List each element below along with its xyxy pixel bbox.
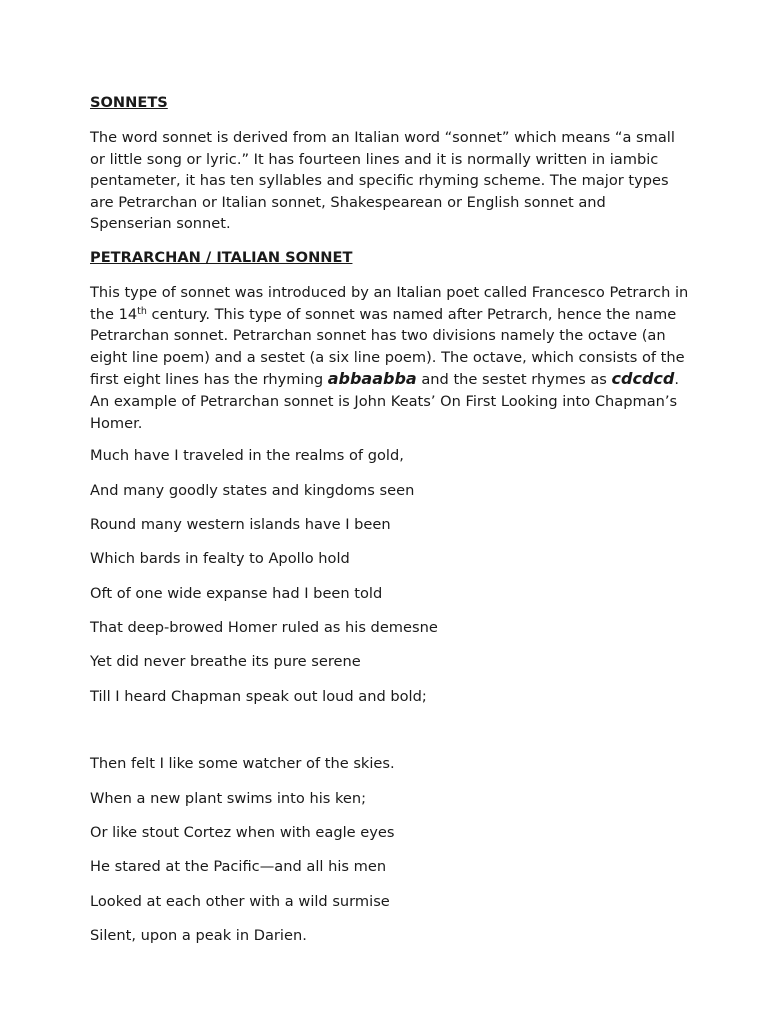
poem-line: Then felt I like some watcher of the skies.	[90, 755, 395, 773]
petrarchan-heading: PETRARCHAN / ITALIAN SONNET	[90, 248, 353, 266]
petrarchan-text-4: . An example of Petrarchan sonnet is John Keats’ On First Looking into Chapman’s Homer.	[90, 371, 679, 432]
poem-line: Oft of one wide expanse had I been told	[90, 584, 383, 602]
petrarchan-paragraph	[90, 282, 690, 434]
petrarchan-text-2: century. This type of sonnet was named after Petrarch, hence the name Petrarchan sonnet. Petrarchan sonnet has two divisions namely the octave (an eight line poem) and a sestet (a six line poem). The octave, which consists of the first eight lines has the rhyming	[90, 305, 685, 389]
poem-line: Much have I traveled in the realms of gold,	[90, 447, 404, 465]
stanza-break	[90, 721, 690, 754]
petrarchan-text-1: This type of sonnet was introduced by an Italian poet called Francesco Petrarch in the 14	[90, 283, 689, 323]
poem-example	[90, 446, 690, 960]
sonnets-heading: SONNETS	[90, 94, 168, 111]
sonnets-intro-paragraph: The word sonnet is derived from an Italian word “sonnet” which means “a small or little song or lyric.” It has fourteen lines and it is normally written in iambic pentameter, it has ten syllables and specific rhyming scheme. The major types are Petrarchan or Italian sonnet, Shakespearean or English sonnet and Spenserian sonnet.	[90, 129, 675, 233]
poem-line: Yet did never breathe its pure serene	[90, 653, 361, 671]
poem-line: That deep-browed Homer ruled as his demesne	[90, 619, 438, 637]
poem-line: Silent, upon a peak in Darien.	[90, 927, 307, 945]
poem-line: Round many western islands have I been	[90, 515, 391, 533]
poem-line: Which bards in fealty to Apollo hold	[90, 550, 350, 568]
petrarchan-text-3: and the sestet rhymes as	[416, 371, 612, 389]
poem-line: He stared at the Pacific—and all his men	[90, 858, 387, 876]
poem-line: Or like stout Cortez when with eagle eyes	[90, 824, 395, 842]
poem-line: Till I heard Chapman speak out loud and bold;	[90, 687, 427, 705]
sestet-rhyme-scheme: cdcdcd	[611, 369, 675, 389]
octave-rhyme-scheme: abbaabba	[327, 369, 417, 389]
poem-line: Looked at each other with a wild surmise	[90, 892, 390, 910]
poem-line: When a new plant swims into his ken;	[90, 789, 367, 807]
ordinal-superscript: th	[137, 305, 147, 317]
poem-line: And many goodly states and kingdoms seen	[90, 481, 415, 499]
document-page	[90, 93, 690, 961]
